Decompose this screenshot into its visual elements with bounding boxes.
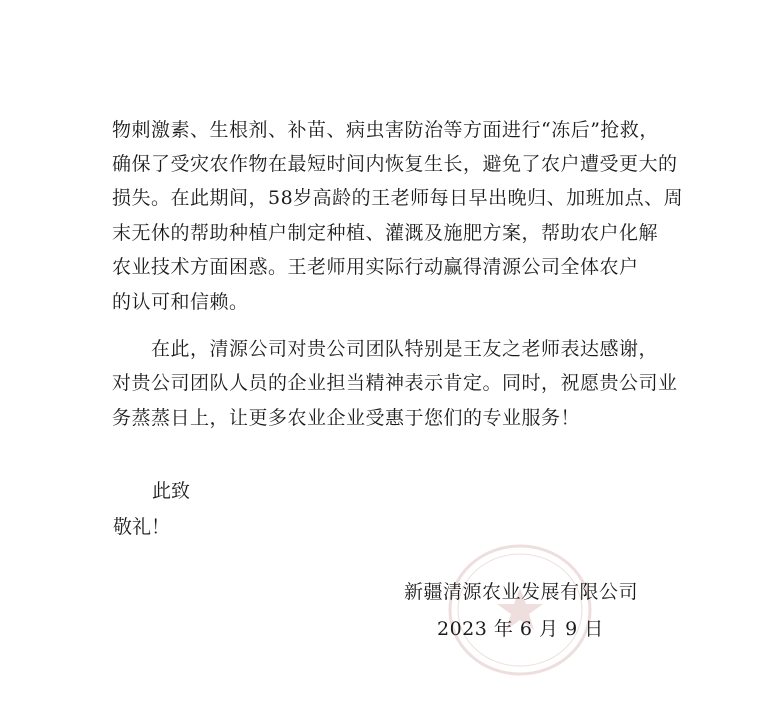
signature-organization: 新疆清源农业发展有限公司 [404,581,639,603]
body-line-2: 确保了受灾农作物在最短时间内恢复生长，避免了农户遭受更大的 [112,153,678,175]
signature-date: 2023 年 6 月 9 日 [437,618,604,640]
body-line-7: 在此，清源公司对贵公司团队特别是王友之老师表达感谢， [112,338,659,360]
closing-salute: 敬礼！ [113,516,171,538]
body-line-1: 物刺激素、生根剂、补苗、病虫害防治等方面进行“冻后”抢救， [112,119,659,141]
body-line-8: 对贵公司团队人员的企业担当精神表示肯定。同时，祝愿贵公司业 [112,372,678,394]
closing-greeting: 此致 [152,480,191,502]
body-line-9: 务蒸蒸日上，让更多农业企业受惠于您们的专业服务！ [112,407,581,429]
body-line-5: 农业技术方面困惑。王老师用实际行动赢得清源公司全体农户 [112,256,639,278]
company-seal-stamp [445,540,595,680]
body-line-6: 的认可和信赖。 [112,291,249,313]
body-line-3: 损失。在此期间，58岁高龄的王老师每日早出晚归、加班加点、周 [112,187,684,209]
body-line-4: 末无休的帮助种植户制定种植、灌溉及施肥方案，帮助农户化解 [112,222,659,244]
